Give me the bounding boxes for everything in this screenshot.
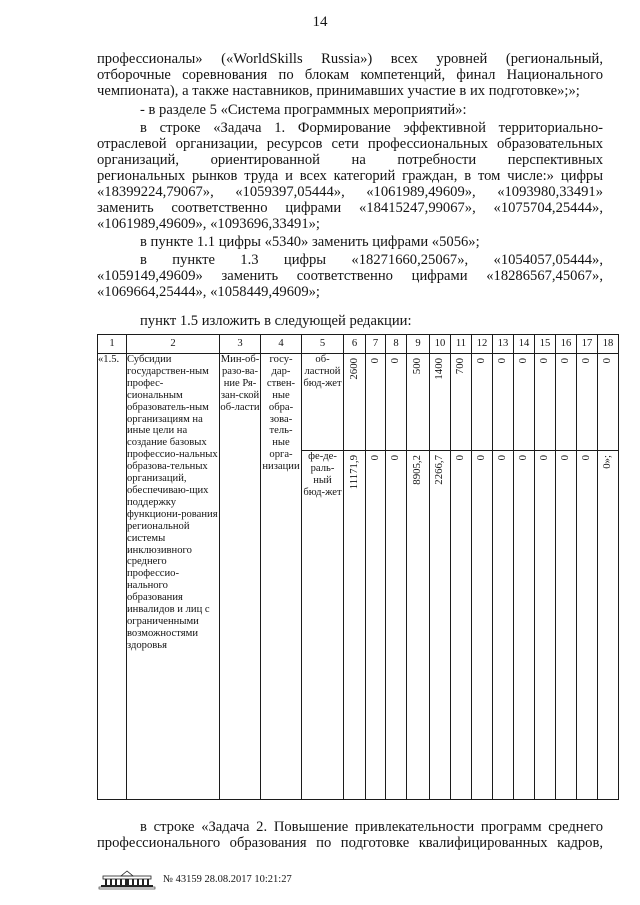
funding-source-cell <box>302 354 344 451</box>
value: 8905,2 <box>411 455 424 485</box>
value-cell <box>535 451 556 800</box>
column-header: 8 <box>386 335 407 354</box>
value-cell <box>366 354 386 451</box>
column-header: 17 <box>577 335 598 354</box>
column-header: 4 <box>261 335 302 354</box>
value-cell <box>386 354 407 451</box>
value: 0 <box>368 358 381 364</box>
value-cell <box>344 354 366 451</box>
value: 0 <box>538 455 551 461</box>
value: 0 <box>538 358 551 364</box>
value-cell <box>514 354 535 451</box>
value: 0 <box>475 455 488 461</box>
text-line: в пункте 1.3 цифры «18271660,25067», «1054057,05444», <box>140 252 603 268</box>
text-line: заменить соответственно цифрами «18415247,99067», «1075704,25444», <box>97 200 603 216</box>
building-seal-icon <box>97 870 157 890</box>
text-line: «1061989,49609», «1093696,33491»; <box>97 216 320 232</box>
text-line: - в разделе 5 «Система программных мероприятий»: <box>140 102 467 118</box>
column-header: 5 <box>302 335 344 354</box>
column-header: 12 <box>472 335 493 354</box>
column-header: 9 <box>407 335 430 354</box>
text-line: в пункте 1.1 цифры «5340» заменить цифрами «5056»; <box>140 234 480 250</box>
value: 0 <box>475 358 488 364</box>
value-cell <box>598 354 619 451</box>
value-cell <box>451 354 472 451</box>
value: 0 <box>517 358 530 364</box>
value-cell <box>407 354 430 451</box>
executor-cell <box>220 354 261 800</box>
value: 2266,7 <box>433 455 446 485</box>
table-header-row <box>98 335 619 354</box>
value-cell <box>535 354 556 451</box>
program-activities-table <box>97 334 619 800</box>
text-line: «18399224,79067», «1059397,05444», «1061989,49609», «1093980,33491» <box>97 184 603 200</box>
value: 0»; <box>601 455 614 469</box>
value-cell <box>430 451 451 800</box>
column-header: 16 <box>556 335 577 354</box>
value-cell <box>493 451 514 800</box>
text-line: региональных рынков труда и всех категорий граждан, в том числе:» цифры <box>97 168 603 184</box>
funding-source: фе-де-раль-ный бюд-жет <box>303 451 342 498</box>
value-cell <box>514 451 535 800</box>
page-number: 14 <box>312 14 328 30</box>
column-header: 7 <box>366 335 386 354</box>
value: 2600 <box>347 358 360 380</box>
value: 0 <box>559 358 572 364</box>
text-line: в строке «Задача 1. Формирование эффективной территориально- <box>140 120 603 136</box>
value-cell <box>472 354 493 451</box>
value: 700 <box>454 358 467 375</box>
value: 500 <box>411 358 424 375</box>
item-title-cell <box>127 354 220 800</box>
text-line: профессионалы» («WorldSkills Russia») всех уровней (региональный, <box>97 51 603 67</box>
participants-cell <box>261 354 302 800</box>
value-cell <box>366 451 386 800</box>
value-cell <box>556 354 577 451</box>
item-title: Субсидии государствен-ным профес-сиональным образователь-ным организациям на иные цели на создание базовых профессио-нальных образова-тельных организаций, обеспечиваю-щих поддержку функциони-рования региональной системы инклюзивного среднего профессио-нального образования инвалидов и лиц с ограниченными возможностями здоровья <box>127 354 218 651</box>
item-number: «1.5. <box>98 354 120 365</box>
funding-source: об-ластной бюд-жет <box>303 354 342 389</box>
funding-source-cell <box>302 451 344 800</box>
text-line: чемпионата), а также наставников, принимавших участие в их подготовке»;»; <box>97 83 580 99</box>
value: 11171,9 <box>347 455 360 490</box>
column-header: 1 <box>98 335 127 354</box>
value-cell <box>430 354 451 451</box>
value-cell <box>472 451 493 800</box>
item-number-cell <box>98 354 127 800</box>
value: 1400 <box>433 358 446 380</box>
value: 0 <box>389 455 402 461</box>
value-cell <box>407 451 430 800</box>
registration-stamp <box>97 872 397 890</box>
text-line: «1069664,25444», «1058449,49609»; <box>97 284 320 300</box>
executor-text: Мин-об-разо-ва-ние Ря-зан-ской об-ласти <box>220 354 260 413</box>
text-line: в строке «Задача 2. Повышение привлекательности программ среднего <box>140 819 603 835</box>
value-cell <box>386 451 407 800</box>
value-cell <box>493 354 514 451</box>
value: 0 <box>517 455 530 461</box>
column-header: 14 <box>514 335 535 354</box>
column-header: 11 <box>451 335 472 354</box>
value-cell <box>451 451 472 800</box>
value: 0 <box>601 358 614 364</box>
value-cell <box>598 451 619 800</box>
value-cell <box>344 451 366 800</box>
value: 0 <box>454 455 467 461</box>
text-line: профессионального образования по подготовке квалифицированных кадров, <box>97 835 603 851</box>
column-header: 6 <box>344 335 366 354</box>
text-line: пункт 1.5 изложить в следующей редакции: <box>140 313 412 329</box>
value-cell <box>556 451 577 800</box>
value: 0 <box>496 455 509 461</box>
value: 0 <box>368 455 381 461</box>
column-header: 18 <box>598 335 619 354</box>
column-header: 15 <box>535 335 556 354</box>
text-line: отраслевой организации, ресурсов сети профессиональных образовательных <box>97 136 603 152</box>
value: 0 <box>559 455 572 461</box>
value: 0 <box>580 358 593 364</box>
value-cell <box>577 451 598 800</box>
column-header: 2 <box>127 335 220 354</box>
text-line: организаций, ориентированной на потребности перспективных <box>97 152 603 168</box>
value: 0 <box>580 455 593 461</box>
text-line: отборочные соревнования по блокам компетенций, финал Национального <box>97 67 603 83</box>
table-row <box>98 354 619 451</box>
column-header: 13 <box>493 335 514 354</box>
column-header: 3 <box>220 335 261 354</box>
column-header: 10 <box>430 335 451 354</box>
value: 0 <box>389 358 402 364</box>
value: 0 <box>496 358 509 364</box>
value-cell <box>577 354 598 451</box>
text-line: «1059149,49609» заменить соответственно цифрами «18286567,45067», <box>97 268 603 284</box>
participants-text: госу-дар-ствен-ные обра-зова-тель-ные орга-низации <box>262 354 300 473</box>
stamp-text: № 43159 28.08.2017 10:21:27 <box>163 874 292 885</box>
